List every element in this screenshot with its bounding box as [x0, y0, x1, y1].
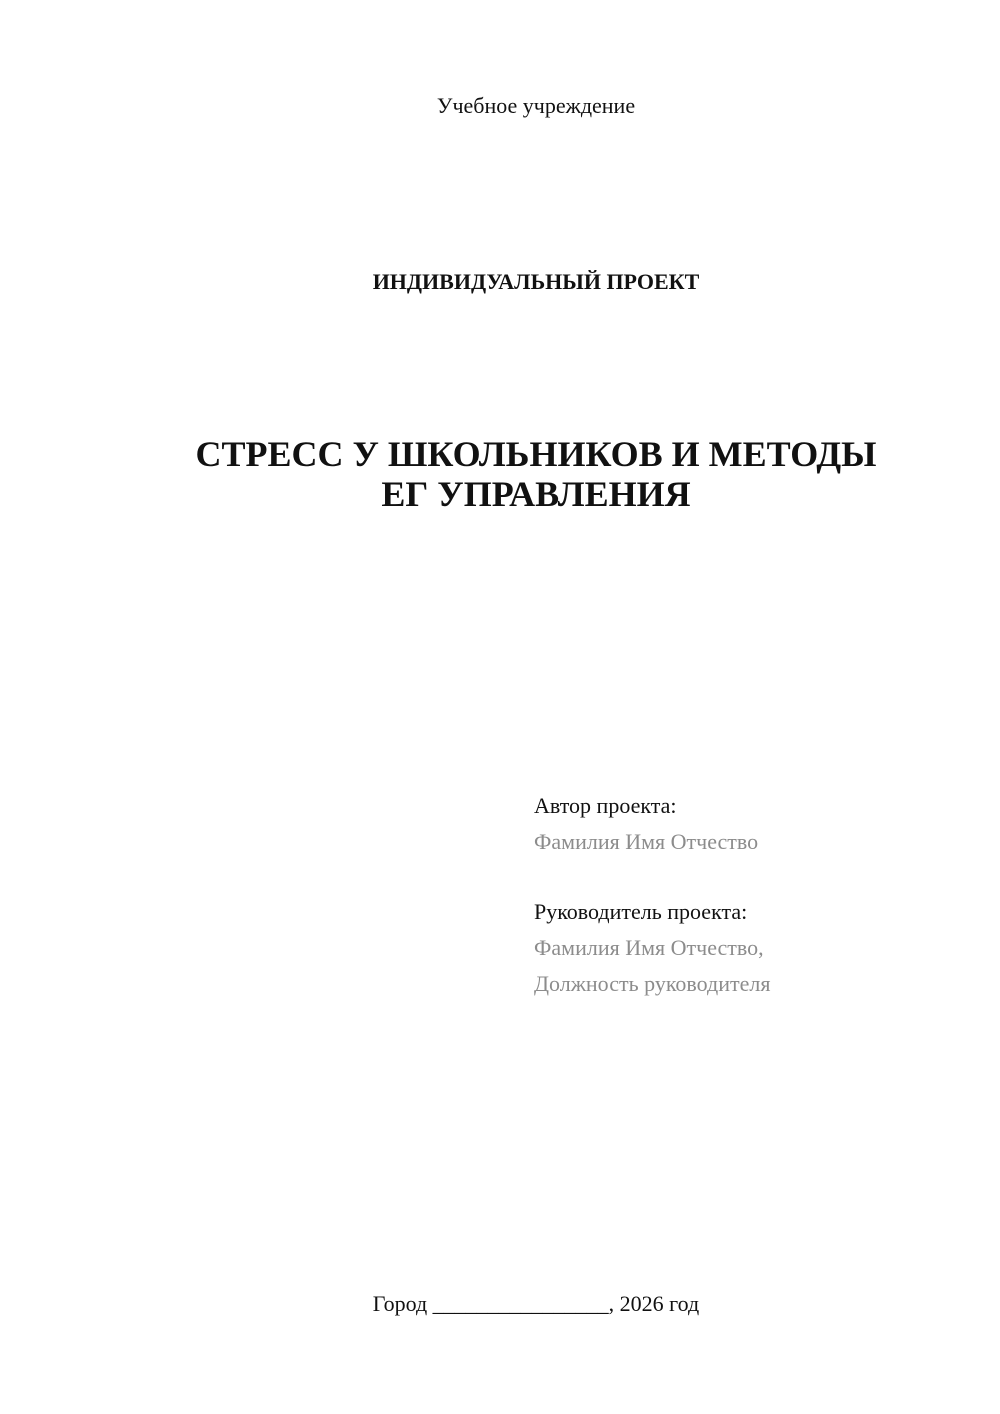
- city-year-line: Город ________________, 2026 год: [372, 1291, 700, 1316]
- project-type-heading: ИНДИВИДУАЛЬНЫЙ ПРОЕКТ: [372, 269, 700, 294]
- project-title-line-1: СТРЕСС У ШКОЛЬНИКОВ И МЕТОДЫ: [195, 434, 877, 474]
- project-title: [0, 434, 1000, 514]
- supervisor-position-placeholder: Должность руководителя: [534, 971, 771, 996]
- institution-name: Учебное учреждение: [436, 93, 636, 118]
- project-title-line-2: ЕГ УПРАВЛЕНИЯ: [381, 474, 691, 514]
- author-label: Автор проекта:: [534, 793, 677, 818]
- credits-block: [534, 788, 974, 1002]
- credits-spacer: [534, 860, 974, 894]
- supervisor-name-placeholder: Фамилия Имя Отчество,: [534, 935, 764, 960]
- supervisor-label: Руководитель проекта:: [534, 899, 748, 924]
- author-name-placeholder: Фамилия Имя Отчество: [534, 829, 759, 854]
